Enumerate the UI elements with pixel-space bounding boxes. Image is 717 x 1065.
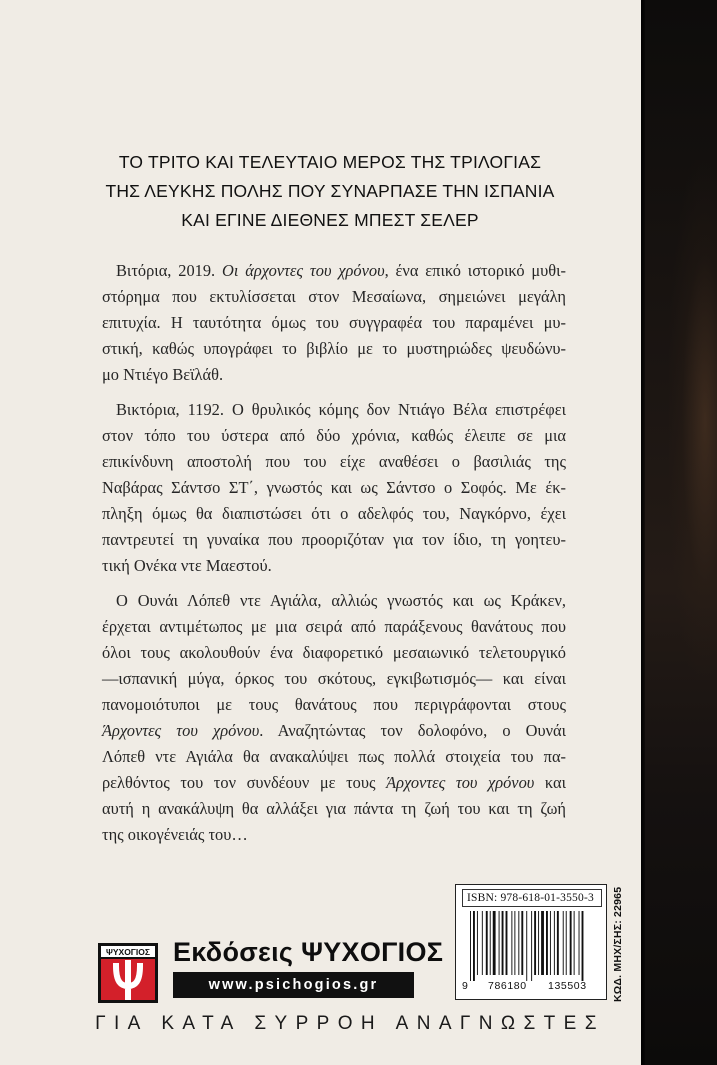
blurb-line <box>102 640 566 666</box>
blurb-text-segment: πληξη όμως θα διαπιστώσει ότι ο αδελφός του, Ναγκόρνο, έχει <box>102 504 566 523</box>
barcode-bar <box>470 911 471 981</box>
isbn-barcode-box <box>455 884 607 1000</box>
blurb-text-segment: ρελθόντος του τον συνδέουν με τους <box>102 773 387 792</box>
headline <box>60 148 600 235</box>
barcode-bar <box>514 911 515 975</box>
barcode-icon <box>470 911 594 981</box>
blurb-text-segment: , ένα επικό ιστορικό μυθι- <box>384 261 566 280</box>
blurb-text-segment: στική, καθώς υπογράφει το βιβλίο με το μυστηριώδες ψευδώνυ- <box>102 339 566 358</box>
barcode-bar <box>570 911 572 975</box>
spine-edge-shadow <box>641 0 645 1065</box>
book-spine-photo <box>641 0 717 1065</box>
book-title-italic: Άρχοντες του χρόνου <box>102 721 260 740</box>
blurb-line <box>102 501 566 527</box>
barcode-bar <box>541 911 544 975</box>
blurb-line <box>102 692 566 718</box>
barcode-bar <box>574 911 575 975</box>
isbn-digit-group-3: 135503 <box>548 980 587 992</box>
blurb-line <box>102 666 566 692</box>
barcode-bar <box>546 911 548 975</box>
blurb-text-segment: έρχεται αντιμέτωπος με μια σειρά από παράξενους θανάτους που <box>102 617 566 636</box>
barcode-bar <box>493 911 496 975</box>
barcode-bar <box>566 911 567 975</box>
barcode-bar <box>486 911 488 975</box>
blurb-text-segment: επιτυχία. Η ταυτότητα όμως του συγγραφέα του παραμένει μυ- <box>102 313 566 332</box>
blurb-text-segment: στον τόπο του ύστερα από δύο χρόνια, καθώς έλειπε σε μια <box>102 426 566 445</box>
blurb-line <box>102 770 566 796</box>
blurb-line <box>102 258 566 284</box>
blurb-line <box>102 423 566 449</box>
blurb-line <box>102 588 566 614</box>
headline-line-1: ΤΟ ΤΡΙΤΟ ΚΑΙ ΤΕΛΕΥΤΑΙΟ ΜΕΡΟΣ ΤΗΣ ΤΡΙΛΟΓΙΑΣ <box>118 152 542 172</box>
blurb-line <box>102 284 566 310</box>
blurb-text-segment: —ισπανική μύγα, όρκος του σκότους, εγκιβωτισμός— και είναι <box>102 669 566 688</box>
blurb-line <box>102 449 566 475</box>
barcode-bar <box>511 911 512 975</box>
blurb-paragraph <box>102 397 566 579</box>
barcode-bar <box>563 911 564 975</box>
blurb-text-segment: παντρευτεί τη γυναίκα που προοριζόταν για τον ίδιο, τη γοητευ- <box>102 530 566 549</box>
blurb-line <box>102 397 566 423</box>
blurb-text-segment: αυτή η ανακάλυψη θα αλλάξει για πάντα τη ζωή του και τη ζωή <box>102 799 566 818</box>
barcode-bar <box>506 911 508 975</box>
barcode-bar <box>490 911 491 975</box>
barcode-bar <box>518 911 519 975</box>
blurb-line <box>102 310 566 336</box>
blurb-text-segment: Λόπεθ ντε Αγιάλα θα ανακαλύψει πως πολλά στοιχεία του πα- <box>102 747 566 766</box>
blurb-text-segment: όλοι τους ακολουθούν ένα διαφορετικό μεσαιωνικό τελετουργικό <box>102 643 566 662</box>
publisher-url: www.psichogios.gr <box>173 972 414 998</box>
blurb-line <box>102 744 566 770</box>
blurb-text-segment: Ο Ουνάι Λόπεθ ντε Αγιάλα, αλλιώς γνωστός και ως Κράκεν, <box>116 591 566 610</box>
blurb-line <box>102 527 566 553</box>
blurb-text-segment: της οικογένειάς του… <box>102 825 248 844</box>
barcode-bar <box>550 911 551 975</box>
blurb-line <box>102 796 566 822</box>
blurb-line <box>102 336 566 362</box>
blurb-line <box>102 475 566 501</box>
barcode-bar <box>579 911 580 975</box>
barcode-bar <box>521 911 523 975</box>
blurb-text-segment: Βικτόρια, 1192. Ο θρυλικός κόμης δον Ντιάγο Βέλα επιστρέφει <box>116 400 566 419</box>
barcode-bar <box>534 911 536 975</box>
barcode-bar <box>473 911 475 981</box>
blurb-text-segment: στόρημα που εκτυλίσσεται στον Μεσαίωνα, σημειώνει μεγάλη <box>102 287 566 306</box>
product-code: ΚΩΔ. ΜΗΧ/ΣΗΣ: 22965 <box>612 886 624 1002</box>
headline-line-2: ΤΗΣ ΛΕΥΚΗΣ ΠΟΛΗΣ ΠΟΥ ΣΥΝΑΡΠΑΣΕ ΤΗΝ ΙΣΠΑΝΙΑ <box>105 181 555 201</box>
svg-text:ΨΥΧΟΓΙΟΣ: ΨΥΧΟΓΙΟΣ <box>105 947 151 957</box>
blurb-line <box>102 718 566 744</box>
blurb-text <box>102 258 566 857</box>
blurb-text-segment: Βιτόρια, 2019. <box>116 261 222 280</box>
blurb-text-segment: πανομοιότυποι με τους θανάτους που περιγράφονται στους <box>102 695 566 714</box>
barcode-bar <box>502 911 504 975</box>
blurb-paragraph <box>102 258 566 388</box>
isbn-digit-group-2: 786180 <box>488 980 527 992</box>
blurb-text-segment: επικίνδυνη αποστολή που του είχε αναθέσει ο βασιλιάς της <box>102 452 566 471</box>
barcode-bar <box>582 911 584 981</box>
headline-line-3: ΚΑΙ ΕΓΙΝΕ ΔΙΕΘΝΕΣ ΜΠΕΣΤ ΣΕΛΕΡ <box>181 210 479 230</box>
blurb-line <box>102 614 566 640</box>
blurb-paragraph <box>102 588 566 848</box>
publisher-name: Εκδόσεις ΨΥΧΟΓΙΟΣ <box>173 937 444 967</box>
publisher-logo-icon <box>97 942 159 1004</box>
book-title-italic: Άρχοντες του χρόνου <box>386 773 535 792</box>
blurb-text-segment: τική Ονέκα ντε Μαεστού. <box>102 556 272 575</box>
barcode-bar <box>557 911 559 975</box>
spine-dim-light <box>669 160 717 680</box>
blurb-text-segment: μο Ντιέγο Βεϊλάθ. <box>102 365 224 384</box>
barcode-bar <box>499 911 500 975</box>
blurb-line <box>102 362 566 388</box>
barcode-bar <box>477 911 478 975</box>
barcode-bar <box>554 911 555 975</box>
blurb-text-segment: και <box>534 773 566 792</box>
barcode-bar <box>526 911 527 981</box>
barcode-bar <box>482 911 483 975</box>
book-title-italic: Οι άρχοντες του χρόνου <box>222 261 385 280</box>
barcode-bar <box>531 911 532 981</box>
isbn-digit-group-1: 9 <box>462 980 469 992</box>
blurb-text-segment: Ναβάρας Σάντσο ΣΤ΄, γνωστός και ως Σάντσο ο Σοφός. Με έκ- <box>102 478 566 497</box>
isbn-label: ISBN: 978-618-01-3550-3 <box>462 889 602 907</box>
blurb-line <box>102 553 566 579</box>
blurb-text-segment: . Αναζητώντας τον δολοφόνο, ο Ουνάι <box>259 721 566 740</box>
tagline: ΓΙΑ ΚΑΤΑ ΣΥΡΡΟΗ ΑΝΑΓΝΩΣΤΕΣ <box>95 1013 605 1034</box>
blurb-line <box>102 822 566 848</box>
barcode-bar <box>538 911 539 975</box>
